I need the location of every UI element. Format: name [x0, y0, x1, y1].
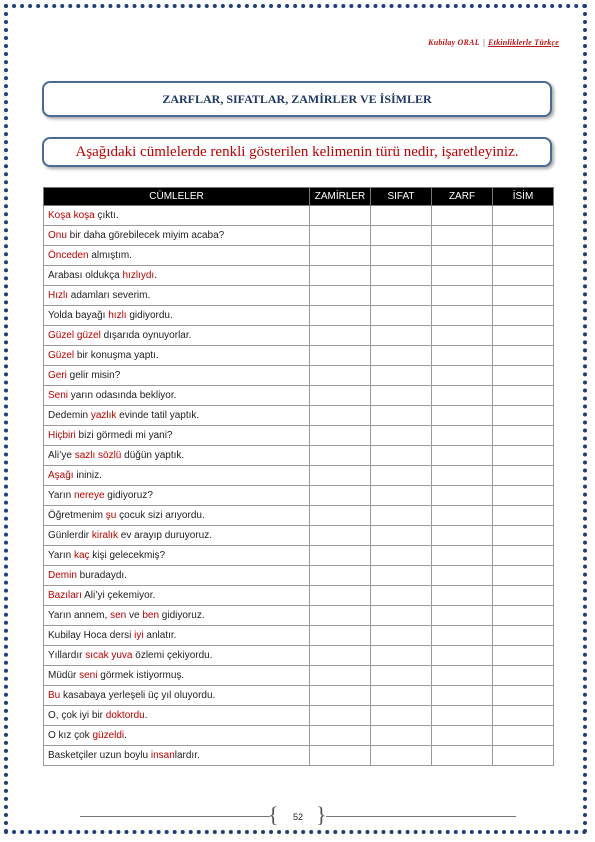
table-row: [44, 486, 554, 506]
pronoun-mark-cell[interactable]: [310, 706, 371, 726]
highlighted-word: Hiçbiri: [48, 430, 76, 441]
table-row: [44, 206, 554, 226]
adjective-mark-cell[interactable]: [371, 646, 432, 666]
table-row: [44, 586, 554, 606]
adverb-mark-cell[interactable]: [432, 566, 493, 586]
highlighted-word: Bu: [48, 690, 61, 701]
sentence-text: kasabaya yerleşeli üç yıl oluyordu.: [60, 690, 216, 701]
highlighted-word: Onu: [48, 230, 67, 241]
pronoun-mark-cell[interactable]: [310, 546, 371, 566]
sentence-cell: [44, 406, 310, 426]
adverb-mark-cell[interactable]: [432, 606, 493, 626]
adverb-mark-cell[interactable]: [432, 666, 493, 686]
pronoun-mark-cell[interactable]: [310, 486, 371, 506]
sentence-cell: [44, 486, 310, 506]
noun-mark-cell[interactable]: [493, 386, 554, 406]
sentence-text: bir konuşma yaptı.: [74, 350, 159, 361]
pronoun-mark-cell[interactable]: [310, 666, 371, 686]
highlighted-word: güzeldi: [92, 730, 125, 741]
highlighted-word: seni: [79, 670, 98, 681]
sentence-cell: [44, 426, 310, 446]
noun-mark-cell[interactable]: [493, 346, 554, 366]
table-row: [44, 326, 554, 346]
table-row: [44, 566, 554, 586]
pronoun-mark-cell[interactable]: [310, 386, 371, 406]
sentence-text: gidiyordu.: [126, 310, 173, 321]
sentence-text: Öğretmenim: [48, 510, 106, 521]
sentence-text: ev arayıp duruyoruz.: [118, 530, 212, 541]
highlighted-word: doktordu: [105, 710, 145, 721]
pronoun-mark-cell[interactable]: [310, 446, 371, 466]
header-author: Kubilay ORAL: [428, 38, 480, 47]
sentence-cell: [44, 326, 310, 346]
column-header-adjective: SIFAT: [371, 188, 432, 206]
sentence-text: buradaydı.: [76, 570, 127, 581]
adverb-mark-cell[interactable]: [432, 706, 493, 726]
sentence-cell: [44, 386, 310, 406]
adjective-mark-cell[interactable]: [371, 266, 432, 286]
highlighted-word: Demin: [48, 570, 77, 581]
table-row: [44, 686, 554, 706]
noun-mark-cell[interactable]: [493, 626, 554, 646]
noun-mark-cell[interactable]: [493, 726, 554, 746]
adjective-mark-cell[interactable]: [371, 666, 432, 686]
pronoun-mark-cell[interactable]: [310, 466, 371, 486]
adverb-mark-cell[interactable]: [432, 386, 493, 406]
noun-mark-cell[interactable]: [493, 286, 554, 306]
noun-mark-cell[interactable]: [493, 226, 554, 246]
sentence-text: çıktı.: [94, 210, 119, 221]
noun-mark-cell[interactable]: [493, 546, 554, 566]
table-row: [44, 626, 554, 646]
sentence-text: Yolda bayağı: [48, 310, 109, 321]
adjective-mark-cell[interactable]: [371, 726, 432, 746]
highlighted-word: kiralık: [91, 530, 119, 541]
pronoun-mark-cell[interactable]: [310, 586, 371, 606]
noun-mark-cell[interactable]: [493, 246, 554, 266]
adjective-mark-cell[interactable]: [371, 206, 432, 226]
adverb-mark-cell[interactable]: [432, 746, 493, 766]
adjective-mark-cell[interactable]: [371, 526, 432, 546]
table-row: [44, 746, 554, 766]
highlighted-word: Geri: [48, 370, 67, 381]
adverb-mark-cell[interactable]: [432, 466, 493, 486]
adverb-mark-cell[interactable]: [432, 226, 493, 246]
pronoun-mark-cell[interactable]: [310, 686, 371, 706]
pronoun-mark-cell[interactable]: [310, 746, 371, 766]
sentence-text: ve: [126, 610, 143, 621]
table-row: [44, 706, 554, 726]
pronoun-mark-cell[interactable]: [310, 426, 371, 446]
table-body: [44, 206, 554, 766]
sentence-text: Yarın: [48, 490, 74, 501]
sentence-text: ininiz.: [73, 470, 102, 481]
footer-line-left: [80, 816, 270, 817]
pronoun-mark-cell[interactable]: [310, 726, 371, 746]
adverb-mark-cell[interactable]: [432, 626, 493, 646]
adjective-mark-cell[interactable]: [371, 566, 432, 586]
noun-mark-cell[interactable]: [493, 566, 554, 586]
sentence-text: bizi görmedi mi yani?: [75, 430, 173, 441]
footer-line-right: [326, 816, 516, 817]
adverb-mark-cell[interactable]: [432, 366, 493, 386]
table-row: [44, 406, 554, 426]
sentence-cell: [44, 346, 310, 366]
table-row: [44, 246, 554, 266]
table-row: [44, 266, 554, 286]
table-row: [44, 526, 554, 546]
noun-mark-cell[interactable]: [493, 746, 554, 766]
table-row: [44, 306, 554, 326]
sentence-cell: [44, 626, 310, 646]
footer-brace-right: }: [316, 802, 327, 827]
sentence-text: .: [124, 730, 127, 741]
noun-mark-cell[interactable]: [493, 366, 554, 386]
noun-mark-cell[interactable]: [493, 466, 554, 486]
sentence-cell: [44, 686, 310, 706]
adverb-mark-cell[interactable]: [432, 646, 493, 666]
highlighted-word: Hızlı: [48, 290, 68, 301]
noun-mark-cell[interactable]: [493, 646, 554, 666]
noun-mark-cell[interactable]: [493, 506, 554, 526]
adverb-mark-cell[interactable]: [432, 526, 493, 546]
adjective-mark-cell[interactable]: [371, 226, 432, 246]
table-row: [44, 286, 554, 306]
sentence-text: Dedemin: [48, 410, 91, 421]
adverb-mark-cell[interactable]: [432, 266, 493, 286]
table-row: [44, 466, 554, 486]
noun-mark-cell[interactable]: [493, 426, 554, 446]
sentence-cell: [44, 246, 310, 266]
adverb-mark-cell[interactable]: [432, 306, 493, 326]
page-title: ZARFLAR, SIFATLAR, ZAMİRLER VE İSİMLER: [42, 81, 552, 117]
sentence-cell: [44, 546, 310, 566]
sentence-cell: [44, 646, 310, 666]
sentence-text: evinde tatil yaptık.: [116, 410, 200, 421]
highlighted-word: Önceden: [48, 250, 89, 261]
adverb-mark-cell[interactable]: [432, 446, 493, 466]
sentence-cell: [44, 366, 310, 386]
noun-mark-cell[interactable]: [493, 486, 554, 506]
highlighted-word: yazlık: [90, 410, 117, 421]
table-row: [44, 386, 554, 406]
noun-mark-cell[interactable]: [493, 326, 554, 346]
sentence-text: gelir misin?: [66, 370, 121, 381]
column-header-noun: İSİM: [493, 188, 554, 206]
pronoun-mark-cell[interactable]: [310, 286, 371, 306]
highlighted-word: sen: [110, 610, 127, 621]
adjective-mark-cell[interactable]: [371, 746, 432, 766]
adverb-mark-cell[interactable]: [432, 586, 493, 606]
sentence-text: Basketçiler uzun boylu: [48, 750, 151, 761]
noun-mark-cell[interactable]: [493, 306, 554, 326]
sentence-text: anlatır.: [143, 630, 177, 641]
instruction-text: Aşağıdaki cümlelerde renkli gösterilen kelimenin türü nedir, işaretleyiniz.: [42, 137, 552, 167]
adjective-mark-cell[interactable]: [371, 586, 432, 606]
adjective-mark-cell[interactable]: [371, 466, 432, 486]
sentence-text: O, çok iyi bir: [48, 710, 106, 721]
table-row: [44, 726, 554, 746]
noun-mark-cell[interactable]: [493, 406, 554, 426]
pronoun-mark-cell[interactable]: [310, 606, 371, 626]
footer-brace-left: {: [268, 802, 279, 827]
pronoun-mark-cell[interactable]: [310, 566, 371, 586]
sentence-text: Arabası oldukça: [48, 270, 123, 281]
sentence-text: özlemi çekiyordu.: [132, 650, 213, 661]
sentence-cell: [44, 526, 310, 546]
highlighted-word: Bazıları: [48, 590, 82, 601]
noun-mark-cell[interactable]: [493, 266, 554, 286]
adjective-mark-cell[interactable]: [371, 486, 432, 506]
header-series: Etkinliklerle Türkçe: [488, 38, 559, 47]
sentence-cell: [44, 606, 310, 626]
sentence-cell: [44, 226, 310, 246]
adverb-mark-cell[interactable]: [432, 546, 493, 566]
noun-mark-cell[interactable]: [493, 666, 554, 686]
highlighted-word: nereye: [73, 490, 105, 501]
sentence-text: kişi gelecekmiş?: [89, 550, 166, 561]
pronoun-mark-cell[interactable]: [310, 646, 371, 666]
highlighted-word: Seni: [48, 390, 69, 401]
sentence-text: Ali’ye: [48, 450, 75, 461]
sentence-cell: [44, 286, 310, 306]
sentence-text: dışarıda oynuyorlar.: [100, 330, 192, 341]
sentence-cell: [44, 446, 310, 466]
adverb-mark-cell[interactable]: [432, 246, 493, 266]
pronoun-mark-cell[interactable]: [310, 526, 371, 546]
sentence-cell: [44, 466, 310, 486]
sentence-text: bir daha görebilecek miyim acaba?: [66, 230, 225, 241]
adjective-mark-cell[interactable]: [371, 546, 432, 566]
sentence-cell: [44, 586, 310, 606]
sentence-cell: [44, 746, 310, 766]
pronoun-mark-cell[interactable]: [310, 326, 371, 346]
sentence-text: düğün yaptık.: [121, 450, 185, 461]
highlighted-word: Aşağı: [48, 470, 74, 481]
table-row: [44, 446, 554, 466]
pronoun-mark-cell[interactable]: [310, 266, 371, 286]
adjective-mark-cell[interactable]: [371, 386, 432, 406]
adjective-mark-cell[interactable]: [371, 706, 432, 726]
highlighted-word: şu: [105, 510, 117, 521]
table-row: [44, 546, 554, 566]
sentence-text: çocuk sizi arıyordu.: [116, 510, 205, 521]
sentence-text: gidiyoruz?: [104, 490, 153, 501]
pronoun-mark-cell[interactable]: [310, 626, 371, 646]
adverb-mark-cell[interactable]: [432, 346, 493, 366]
adverb-mark-cell[interactable]: [432, 326, 493, 346]
sentence-text: .: [144, 710, 148, 721]
highlighted-word: Güzel güzel: [48, 330, 101, 341]
noun-mark-cell[interactable]: [493, 526, 554, 546]
sentence-text: Kubilay Hoca dersi: [48, 630, 135, 641]
adjective-mark-cell[interactable]: [371, 506, 432, 526]
sentence-text: O kız çok: [48, 730, 93, 741]
pronoun-mark-cell[interactable]: [310, 306, 371, 326]
adjective-mark-cell[interactable]: [371, 246, 432, 266]
adverb-mark-cell[interactable]: [432, 486, 493, 506]
table-row: [44, 226, 554, 246]
pronoun-mark-cell[interactable]: [310, 506, 371, 526]
highlighted-word: sıcak yuva: [85, 650, 133, 661]
highlighted-word: hızlı: [108, 310, 127, 321]
header-separator: |: [482, 38, 486, 47]
noun-mark-cell[interactable]: [493, 706, 554, 726]
highlighted-word: Koşa koşa: [48, 210, 95, 221]
sentence-cell: [44, 506, 310, 526]
sentence-text: Müdür: [48, 670, 80, 681]
worksheet-table: [43, 187, 554, 766]
sentence-cell: [44, 206, 310, 226]
pronoun-mark-cell[interactable]: [310, 366, 371, 386]
noun-mark-cell[interactable]: [493, 606, 554, 626]
adjective-mark-cell[interactable]: [371, 366, 432, 386]
sentence-text: Günlerdir: [48, 530, 92, 541]
highlighted-word: kaç: [73, 550, 90, 561]
adjective-mark-cell[interactable]: [371, 326, 432, 346]
pronoun-mark-cell[interactable]: [310, 206, 371, 226]
sentence-text: .: [154, 270, 157, 281]
table-row: [44, 646, 554, 666]
adverb-mark-cell[interactable]: [432, 686, 493, 706]
sentence-text: görmek istiyormuş.: [97, 670, 185, 681]
sentence-cell: [44, 666, 310, 686]
noun-mark-cell[interactable]: [493, 686, 554, 706]
pronoun-mark-cell[interactable]: [310, 246, 371, 266]
adverb-mark-cell[interactable]: [432, 426, 493, 446]
sentence-cell: [44, 266, 310, 286]
adjective-mark-cell[interactable]: [371, 346, 432, 366]
pronoun-mark-cell[interactable]: [310, 406, 371, 426]
adjective-mark-cell[interactable]: [371, 286, 432, 306]
highlighted-word: hızlıydı: [122, 270, 155, 281]
sentence-cell: [44, 306, 310, 326]
adverb-mark-cell[interactable]: [432, 726, 493, 746]
adjective-mark-cell[interactable]: [371, 406, 432, 426]
pronoun-mark-cell[interactable]: [310, 226, 371, 246]
sentence-text: Yarın annem,: [48, 610, 111, 621]
sentence-text: gidiyoruz.: [159, 610, 205, 621]
sentence-text: almıştım.: [88, 250, 132, 261]
sentence-cell: [44, 566, 310, 586]
highlighted-word: ben: [142, 610, 160, 621]
adverb-mark-cell[interactable]: [432, 506, 493, 526]
noun-mark-cell[interactable]: [493, 586, 554, 606]
sentence-cell: [44, 706, 310, 726]
highlighted-word: sazlı sözlü: [74, 450, 122, 461]
adjective-mark-cell[interactable]: [371, 426, 432, 446]
highlighted-word: Güzel: [48, 350, 75, 361]
column-header-adverb: ZARF: [432, 188, 493, 206]
adjective-mark-cell[interactable]: [371, 306, 432, 326]
adverb-mark-cell[interactable]: [432, 206, 493, 226]
sentence-text: yarın odasında bekliyor.: [68, 390, 177, 401]
sentence-text: Yıllardır: [48, 650, 86, 661]
page-number: 52: [292, 812, 303, 822]
sentence-text: Yarın: [48, 550, 74, 561]
table-row: [44, 606, 554, 626]
column-header-sentences: CÜMLELER: [44, 188, 310, 206]
adjective-mark-cell[interactable]: [371, 446, 432, 466]
header-brand: [428, 38, 559, 47]
pronoun-mark-cell[interactable]: [310, 346, 371, 366]
sentence-cell: [44, 726, 310, 746]
highlighted-word: insan: [150, 750, 175, 761]
table-row: [44, 666, 554, 686]
sentence-text: adamları severim.: [68, 290, 151, 301]
noun-mark-cell[interactable]: [493, 206, 554, 226]
table-header-row: [44, 188, 554, 206]
adverb-mark-cell[interactable]: [432, 286, 493, 306]
adjective-mark-cell[interactable]: [371, 606, 432, 626]
sentence-text: Ali’yi çekemiyor.: [81, 590, 156, 601]
highlighted-word: iyi: [134, 630, 144, 641]
noun-mark-cell[interactable]: [493, 446, 554, 466]
table-row: [44, 426, 554, 446]
table-row: [44, 366, 554, 386]
table-row: [44, 506, 554, 526]
adjective-mark-cell[interactable]: [371, 626, 432, 646]
table-row: [44, 346, 554, 366]
adjective-mark-cell[interactable]: [371, 686, 432, 706]
column-header-pronouns: ZAMİRLER: [310, 188, 371, 206]
sentence-text: lardır.: [174, 750, 200, 761]
adverb-mark-cell[interactable]: [432, 406, 493, 426]
